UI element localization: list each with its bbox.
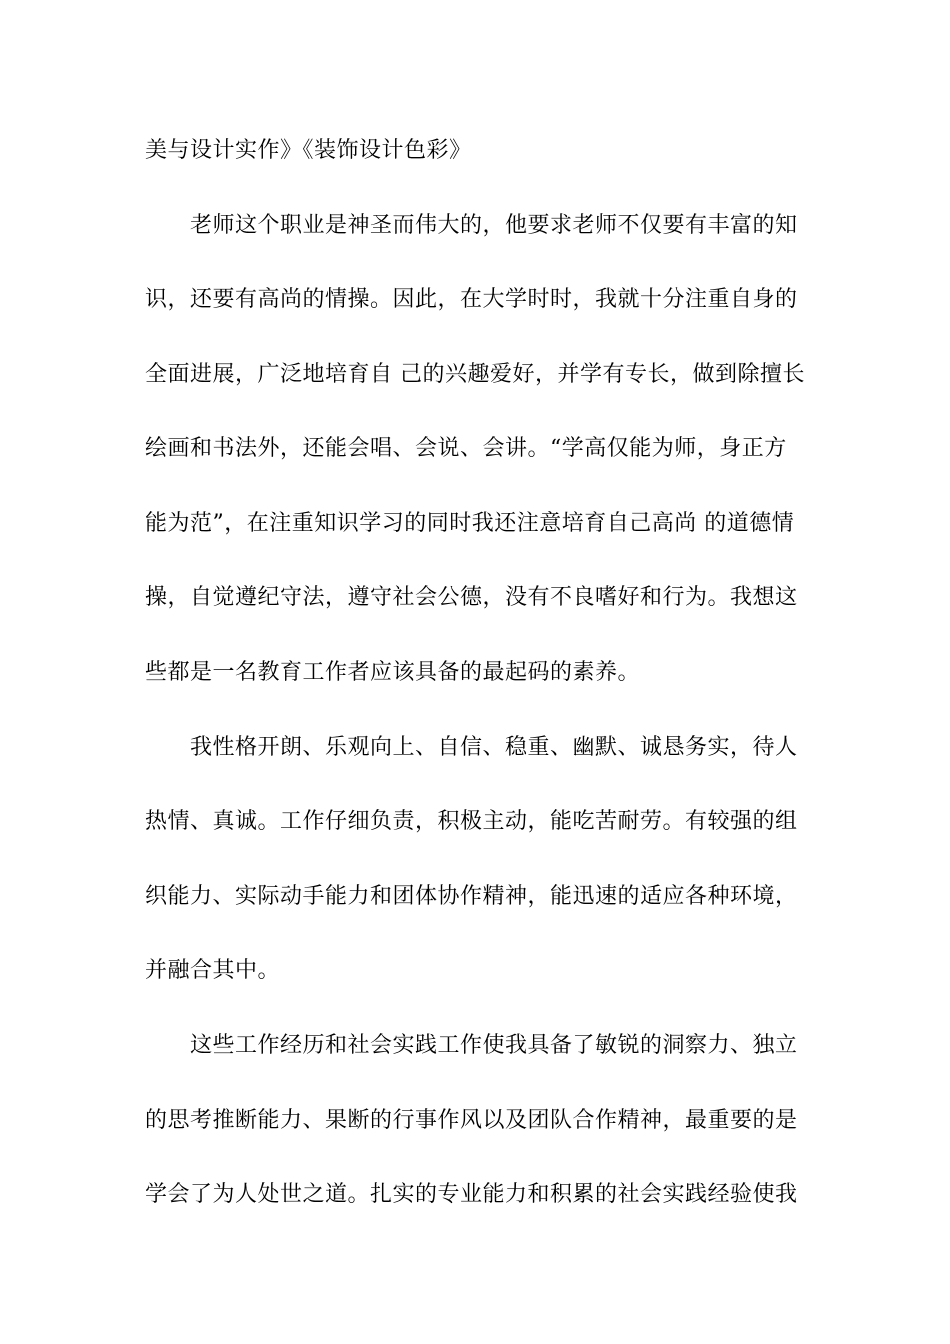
paragraph-start-line: 老师这个职业是神圣而伟大的，他要求老师不仅要有丰富的知 <box>190 213 798 238</box>
paragraph-start-line: 我性格开朗、乐观向上、自信、稳重、幽默、诚恳务实，待人 <box>190 735 798 760</box>
text-line: 识，还要有高尚的情操。因此，在大学时时，我就十分注重自身的 <box>145 287 798 312</box>
text-line: 的思考推断能力、果断的行事作风以及团队合作精神，最重要的是 <box>145 1108 798 1133</box>
text-line: 热情、真诚。工作仔细负责，积极主动，能吃苦耐劳。有较强的组 <box>145 809 798 834</box>
text-line: 能为范”，在注重知识学习的同时我还注意培育自己高尚 的道德情 <box>145 511 795 536</box>
text-line: 美与设计实作》《装饰设计色彩》 <box>145 138 472 163</box>
paragraph-start-line: 这些工作经历和社会实践工作使我具备了敏锐的洞察力、独立 <box>190 1033 798 1058</box>
text-line: 操，自觉遵纪守法，遵守社会公德，没有不良嗜好和行为。我想这 <box>145 585 798 610</box>
text-line: 些都是一名教育工作者应该具备的最起码的素养。 <box>145 660 641 685</box>
text-line: 绘画和书法外，还能会唱、会说、会讲。“学高仅能为师，身正方 <box>145 436 787 461</box>
text-line: 织能力、实际动手能力和团体协作精神，能迅速的适应各种环境， <box>145 884 798 909</box>
text-line: 全面进展，广泛地培育自 己的兴趣爱好，并学有专长，做到除擅长 <box>145 362 805 387</box>
text-line: 学会了为人处世之道。扎实的专业能力和积累的社会实践经验使我 <box>145 1182 798 1207</box>
text-line: 并融合其中。 <box>145 958 281 983</box>
